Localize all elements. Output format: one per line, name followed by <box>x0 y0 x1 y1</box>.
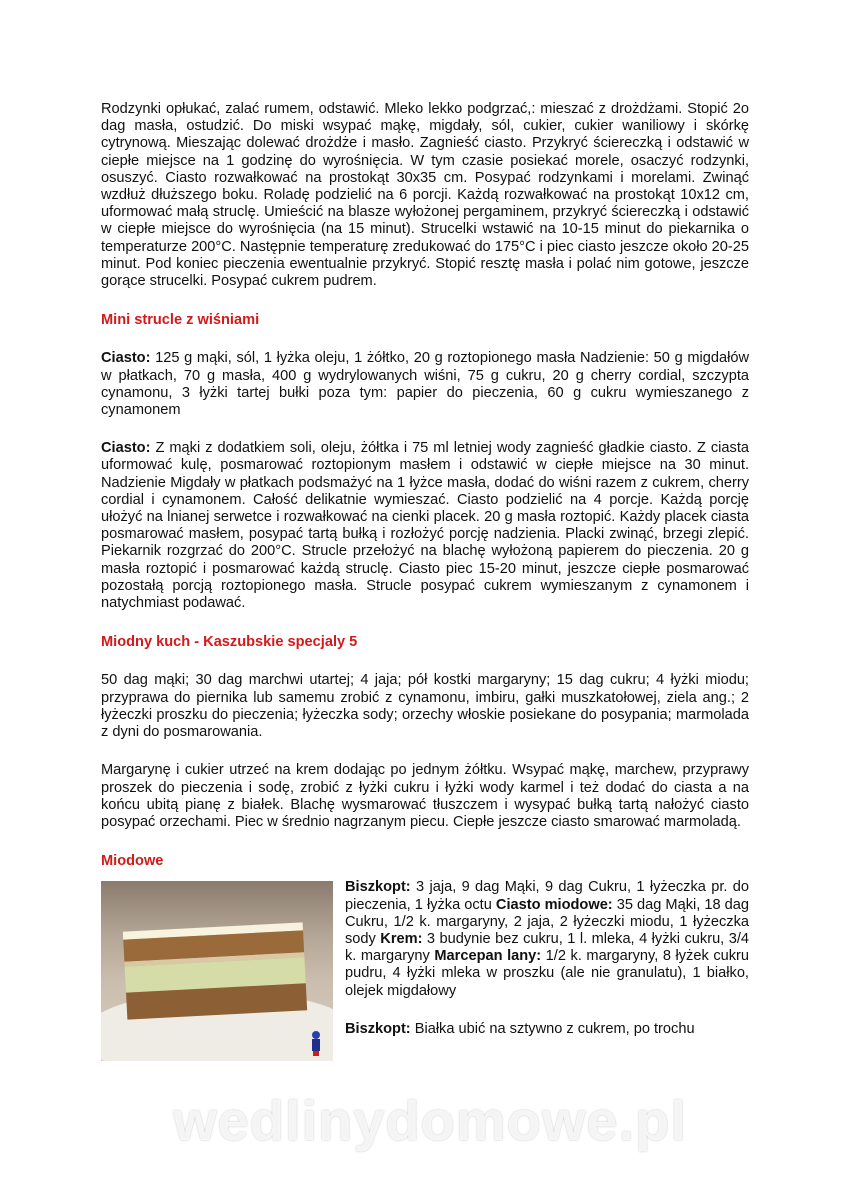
recipe-title-miodowe: Miodowe <box>101 853 164 870</box>
method-label: Ciasto: <box>101 440 151 457</box>
recipe1-ingredients <box>101 350 749 419</box>
biszkopt-label: Biszkopt: <box>345 879 411 896</box>
biszkopt-text: 3 jaja, 9 dag Mąki, 9 dag Cukru, 1 łyżeczka pr. do pieczenia, 1 łyżka octu <box>345 879 749 913</box>
krem-label: Krem: <box>380 930 423 947</box>
method-label: Biszkopt: <box>345 1020 411 1037</box>
doll-figure-icon <box>306 1029 326 1057</box>
krem-text: 3 budynie bez cukru, 1 l. mleka, 4 łyżki cukru, 3/4 k. margaryny <box>345 930 749 965</box>
cake-photo <box>101 881 333 1061</box>
intro-paragraph: Rodzynki opłukać, zalać rumem, odstawić. Mleko lekko podgrzać,: mieszać z drożdżami. Stopić 2o dag masła, ostudzić. Do miski wsypać mąkę, migdały, sól, cukier, cukier waniliowy i skórkę cytrynową. Mieszając dolewać drożdże i masło. Zagnieść ciasto. Przykryć ściereczką i odstawić w ciepłe miejsce na 1 godzinę do wyrośnięcia. W tym czasie posiekać morele, osaczyć rodzynki, osuszyć. Ciasto rozwałkować na prostokąt 30x35 cm. Posypać rodzynkami i morelami. Zwinąć wzdłuż dłuższego boku. Roladę podzielić na 6 porcji. Każdą rozwałkować na prostokąt 10x12 cm, uformować małą struclę. Umieścić na blasze wyłożonej pergaminem, przykryć ściereczką i odstawić w ciepłe miejsce do wyrośnięcia (na 15 minut). Strucelki wstawić na 10-15 minut do piekarnika o temperaturze 200°C. Następnie temperaturę zredukować do 175°C i piec ciasto jeszcze około 20-25 minut. Pod koniec pieczenia ewentualnie przykryć. Stopić resztę masła i polać nim gotowe, jeszcze gorące strucelki. Posypać cukrem pudrem. <box>101 101 749 290</box>
recipe-title-miodny-kuch: Miodny kuch - Kaszubskie specjaly 5 <box>101 634 358 651</box>
recipe3-text <box>345 879 749 1038</box>
marcepan-label: Marcepan lany: <box>434 948 542 965</box>
ingredients-text: 125 g mąki, sól, 1 łyżka oleju, 1 żółtko, 20 g roztopionego masła Nadzienie: 50 g migdałów w płatkach, 70 g masła, 400 g wydrylowanych wiśni, 75 g cukru, 20 g cherry cordial, szczypta cynamonu, 3 łyżki tartej bułki poza tym: papier do pieczenia, 60 g cukru wymieszanego z cynamonem <box>101 350 749 419</box>
watermark: wedlinydomowe.pl <box>173 1089 687 1152</box>
recipe2-method: Margarynę i cukier utrzeć na krem dodając po jednym żółtku. Wsypać mąkę, marchew, przyprawy proszek do pieczenia i sodę, zrobić z łyżki cukru i łyżki wody karmel i też dodać do ciasta a na końcu ubitą pianę z białek. Blachę wysmarować tłuszczem i wysypać bułką tartą nałożyć ciasto posypać orzechami. Piec w średnio nagrzanym piecu. Ciepłe jeszcze ciasto smarować marmoladą. <box>101 762 749 830</box>
marcepan-text: 1/2 k. margaryny, 8 łyżek cukru pudru, 4 łyżki mleka w proszku (ale nie granulatu), 1 białko, olejek migdałowy <box>345 948 750 999</box>
ingredients-label: Ciasto: <box>101 350 151 367</box>
method-text: Z mąki z dodatkiem soli, oleju, żółtka i 75 ml letniej wody zagnieść gładkie ciasto. Z ciasta uformować kulę, posmarować roztopionym masłem i odstawić w ciepłe miejsce na 30 minut. Nadzienie Migdały w płatkach podsmażyć na 1 łyżce masła, dodać do wiśni razem z cukrem, cherry cordial i cynamonem. Całość delikatnie wymieszać. Ciasto podzielić na 4 porcje. Każdą porcję ułożyć na lnianej serwetce i rozwałkować na cienki placek. 20 g masła roztopić. Każdy placek ciasta posmarować masłem, posypać tartą bułką i rozłożyć porcję nadzienia. Placki zwinąć, brzegi zlepić. Piekarnik rozgrzać do 200°C. Strucle przełożyć na blachę wyłożoną papierem do pieczenia. 20 g masła roztopić i posmarować każdą struclę. Ciasto piec 15-20 minut, jeszcze ciepłe posmarować pozostałą porcją roztopionego masła. Strucle posypać cukrem wymieszanym z cynamonem i natychmiast podawać. <box>101 440 749 612</box>
ciasto-miodowe-label: Ciasto miodowe: <box>495 896 613 913</box>
method-text: Białka ubić na sztywno z cukrem, po trochu <box>410 1020 695 1037</box>
recipe3-method <box>345 1021 749 1038</box>
recipe2-ingredients: 50 dag mąki; 30 dag marchwi utartej; 4 jaja; pół kostki margaryny; 15 dag cukru; 4 łyżki miodu; przyprawa do piernika lub samemu zrobić z cynamonu, imbiru, gałki muszkatołowej, ziela ang.; 2 łyżeczki proszku do pieczenia; łyżeczka sody; orzechy włoskie posiekane do posypania; marmolada z dyni do posmarowania. <box>101 672 749 741</box>
recipe3-section <box>101 879 749 1069</box>
recipe3-ingredients <box>345 879 749 999</box>
document-page <box>101 101 749 1069</box>
ciasto-miodowe-text: 35 dag Mąki, 18 dag Cukru, 1/2 k. margaryny, 2 jaja, 2 łyżeczki miodu, 1 łyżeczka sody <box>345 896 749 947</box>
recipe1-method <box>101 440 749 612</box>
recipe-title-mini-strucle: Mini strucle z wiśniami <box>101 312 260 329</box>
